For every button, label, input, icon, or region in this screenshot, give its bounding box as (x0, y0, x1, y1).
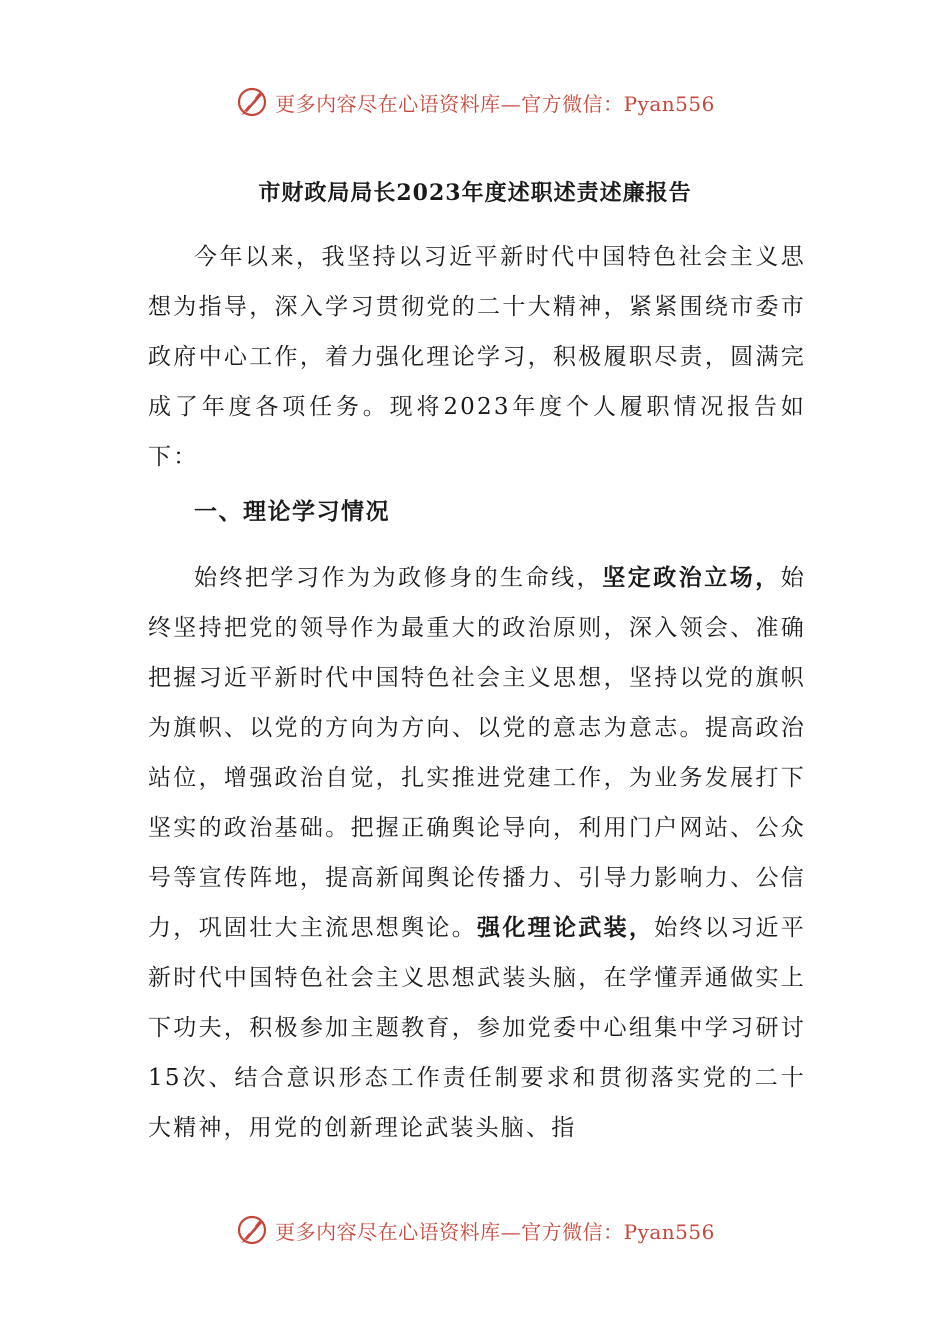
watermark-banner-bottom (0, 1210, 950, 1250)
paragraph-text: 始终以习近平新时代中国特色社会主义思想武装头脑，在学懂弄通做实上下功夫，积极参加主题教育，参加党委中心组集中学习研讨15次、结合意识形态工作责任制要求和贯彻落实党的二十大精神，用党的创新理论武装头脑、指 (148, 915, 806, 1141)
paragraph-text: 始终把学习作为为政修身的生命线， (194, 565, 603, 591)
section-heading: 一、理论学习情况 (194, 499, 390, 525)
bold-phrase: 强化理论武装， (477, 915, 655, 941)
watermark-text: 更多内容尽在心语资料库—官方微信：Pyan556 (275, 1219, 715, 1244)
paragraph-text: 始终坚持把党的领导作为最重大的政治原则，深入领会、准确把握习近平新时代中国特色社会主义思想，坚持以党的旗帜为旗帜、以党的方向为方向、以党的意志为意志。提高政治站位，增强政治自觉，扎实推进党建工作，为业务发展打下坚实的政治基础。把握正确舆论导向，利用门户网站、公众号等宣传阵地，提高新闻舆论传播力、引导力影响力、公信力，巩固壮大主流思想舆论。 (148, 565, 806, 941)
intro-paragraph: 今年以来，我坚持以习近平新时代中国特色社会主义思想为指导，深入学习贯彻党的二十大精神，紧紧围绕市委市政府中心工作，着力强化理论学习，积极履职尽责，圆满完成了年度各项任务。现将2023年度个人履职情况报告如下： (148, 244, 806, 470)
watermark-banner-top (0, 82, 950, 122)
bold-phrase: 坚定政治立场， (602, 565, 781, 591)
document-title: 市财政局局长2023年度述职述责述廉报告 (258, 180, 692, 206)
section-paragraph (148, 553, 806, 1153)
quill-pen-logo-icon (235, 1213, 269, 1247)
quill-pen-logo-icon (235, 85, 269, 119)
watermark-text: 更多内容尽在心语资料库—官方微信：Pyan556 (275, 91, 715, 116)
